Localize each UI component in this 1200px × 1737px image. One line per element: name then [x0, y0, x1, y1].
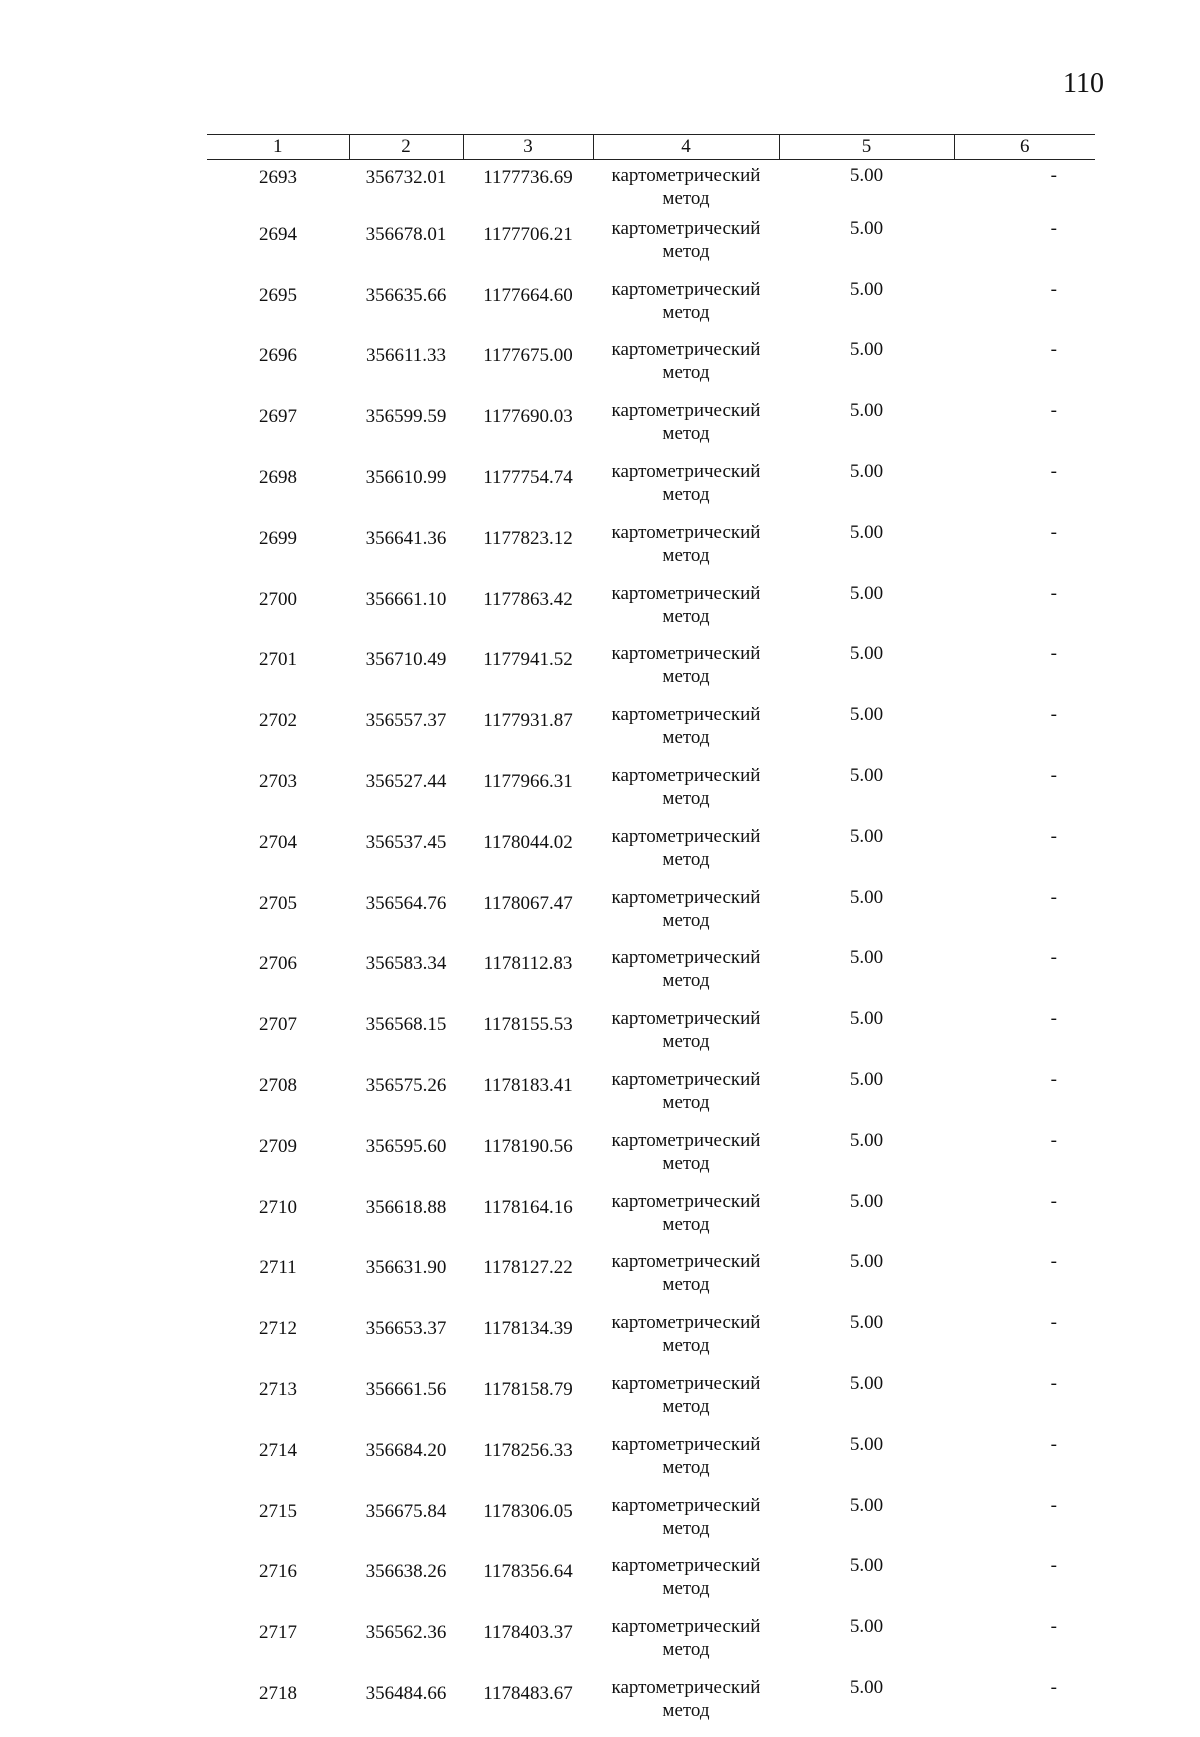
method-cell [593, 1190, 779, 1251]
x-coordinate-cell: 356635.66 [365, 284, 447, 306]
accuracy-cell: 5.00 [849, 704, 884, 726]
description-cell: - [1050, 1676, 1057, 1698]
description-cell: - [1050, 886, 1057, 908]
y-coordinate-cell: 1178044.02 [483, 831, 573, 853]
point-number-cell: 2703 [259, 770, 297, 792]
point-number-cell: 2705 [259, 892, 297, 914]
accuracy-cell: 5.00 [849, 1676, 884, 1698]
table-row [207, 521, 1095, 582]
method-line-2: метод [662, 605, 710, 627]
method-line-2: метод [662, 1091, 710, 1113]
method-line-1: картометрический [611, 764, 761, 786]
point-number-cell: 2699 [259, 527, 297, 549]
method-line-1: картометрический [611, 1494, 761, 1516]
header-row [207, 135, 1095, 160]
method-line-2: метод [662, 1274, 710, 1296]
method-line-2: метод [662, 1395, 710, 1417]
method-line-1: картометрический [611, 460, 761, 482]
coordinates-table-container [207, 134, 1095, 1737]
x-coordinate-cell: 356631.90 [365, 1257, 447, 1279]
y-coordinate-cell: 1178403.37 [483, 1622, 573, 1644]
x-coordinate-cell: 356710.49 [365, 649, 447, 671]
y-coordinate-cell: 1177863.42 [483, 588, 573, 610]
method-cell [593, 1615, 779, 1676]
method-cell [593, 582, 779, 643]
method-line-2: метод [662, 1639, 710, 1661]
description-cell: - [1050, 1555, 1057, 1577]
method-cell [593, 825, 779, 886]
method-cell [593, 642, 779, 703]
x-coordinate-cell: 356537.45 [365, 831, 447, 853]
accuracy-cell: 5.00 [849, 165, 884, 186]
table-row [207, 886, 1095, 947]
method-line-1: картометрический [611, 1008, 761, 1030]
description-cell: - [1050, 1008, 1057, 1030]
x-coordinate-cell: 356675.84 [365, 1500, 447, 1522]
accuracy-cell: 5.00 [849, 947, 884, 969]
accuracy-cell: 5.00 [849, 521, 884, 543]
method-line-1: картометрический [611, 1312, 761, 1334]
accuracy-cell: 5.00 [849, 764, 884, 786]
method-line-2: метод [662, 1699, 710, 1721]
method-line-1: картометрический [611, 217, 761, 239]
point-number-cell: 2718 [259, 1682, 297, 1704]
method-cell [593, 1676, 779, 1737]
x-coordinate-cell: 356484.66 [365, 1682, 447, 1704]
table-row [207, 460, 1095, 521]
method-cell [593, 338, 779, 399]
description-cell: - [1050, 278, 1057, 300]
table-row [207, 338, 1095, 399]
x-coordinate-cell: 356678.01 [365, 223, 447, 245]
x-coordinate-cell: 356568.15 [365, 1014, 447, 1036]
method-cell [593, 886, 779, 947]
table-row [207, 1068, 1095, 1129]
y-coordinate-cell: 1178127.22 [483, 1257, 573, 1279]
y-coordinate-cell: 1177754.74 [483, 466, 573, 488]
method-line-1: картометрический [611, 1555, 761, 1577]
accuracy-cell: 5.00 [849, 1312, 884, 1334]
y-coordinate-cell: 1178306.05 [483, 1500, 573, 1522]
method-line-2: метод [662, 1031, 710, 1053]
description-cell: - [1050, 1251, 1057, 1273]
accuracy-cell: 5.00 [849, 643, 884, 665]
y-coordinate-cell: 1177736.69 [483, 167, 573, 188]
coordinates-table [207, 134, 1095, 1737]
y-coordinate-cell: 1178067.47 [483, 892, 573, 914]
point-number-cell: 2693 [259, 167, 297, 188]
method-line-1: картометрический [611, 1433, 761, 1455]
x-coordinate-cell: 356661.56 [365, 1378, 447, 1400]
table-row [207, 764, 1095, 825]
table-row [207, 825, 1095, 886]
y-coordinate-cell: 1178256.33 [483, 1439, 573, 1461]
method-line-2: метод [662, 544, 710, 566]
method-line-1: картометрический [611, 1129, 761, 1151]
point-number-cell: 2708 [259, 1074, 297, 1096]
x-coordinate-cell: 356611.33 [365, 345, 447, 367]
table-row [207, 1433, 1095, 1494]
column-header-6: 6 [954, 135, 1095, 160]
method-line-1: картометрический [611, 704, 761, 726]
method-cell [593, 1007, 779, 1068]
method-cell [593, 217, 779, 278]
x-coordinate-cell: 356583.34 [365, 953, 447, 975]
x-coordinate-cell: 356732.01 [365, 167, 447, 188]
method-cell [593, 764, 779, 825]
table-row [207, 399, 1095, 460]
description-cell: - [1050, 1190, 1057, 1212]
description-cell: - [1050, 217, 1057, 239]
point-number-cell: 2694 [259, 223, 297, 245]
description-cell: - [1050, 339, 1057, 361]
point-number-cell: 2706 [259, 953, 297, 975]
table-row [207, 160, 1095, 217]
point-number-cell: 2715 [259, 1500, 297, 1522]
table-row [207, 1676, 1095, 1737]
x-coordinate-cell: 356575.26 [365, 1074, 447, 1096]
description-cell: - [1050, 825, 1057, 847]
point-number-cell: 2696 [259, 345, 297, 367]
accuracy-cell: 5.00 [849, 339, 884, 361]
method-cell [593, 1554, 779, 1615]
column-header-4: 4 [593, 135, 779, 160]
point-number-cell: 2697 [259, 406, 297, 428]
method-line-2: метод [662, 787, 710, 809]
y-coordinate-cell: 1177941.52 [483, 649, 573, 671]
method-cell [593, 460, 779, 521]
method-line-2: метод [662, 666, 710, 688]
description-cell: - [1050, 1494, 1057, 1516]
method-line-1: картометрический [611, 582, 761, 604]
table-row [207, 582, 1095, 643]
point-number-cell: 2712 [259, 1318, 297, 1340]
table-row [207, 1190, 1095, 1251]
page-number: 110 [1063, 68, 1104, 99]
accuracy-cell: 5.00 [849, 1190, 884, 1212]
description-cell: - [1050, 1372, 1057, 1394]
x-coordinate-cell: 356527.44 [365, 770, 447, 792]
method-line-2: метод [662, 1213, 710, 1235]
method-cell [593, 399, 779, 460]
method-line-1: картометрический [611, 1190, 761, 1212]
method-line-2: метод [662, 362, 710, 384]
accuracy-cell: 5.00 [849, 278, 884, 300]
table-row [207, 1494, 1095, 1555]
y-coordinate-cell: 1177690.03 [483, 406, 573, 428]
point-number-cell: 2711 [259, 1257, 297, 1279]
x-coordinate-cell: 356599.59 [365, 406, 447, 428]
method-line-1: картометрический [611, 643, 761, 665]
table-body [207, 160, 1095, 1737]
description-cell: - [1050, 400, 1057, 422]
x-coordinate-cell: 356595.60 [365, 1135, 447, 1157]
point-number-cell: 2709 [259, 1135, 297, 1157]
method-line-1: картометрический [611, 1616, 761, 1638]
table-row [207, 703, 1095, 764]
x-coordinate-cell: 356618.88 [365, 1196, 447, 1218]
point-number-cell: 2701 [259, 649, 297, 671]
method-line-1: картометрический [611, 1068, 761, 1090]
description-cell: - [1050, 1616, 1057, 1638]
method-line-2: метод [662, 483, 710, 505]
method-cell [593, 1129, 779, 1190]
accuracy-cell: 5.00 [849, 582, 884, 604]
description-cell: - [1050, 1068, 1057, 1090]
method-line-2: метод [662, 909, 710, 931]
point-number-cell: 2717 [259, 1622, 297, 1644]
method-cell [593, 521, 779, 582]
y-coordinate-cell: 1177706.21 [483, 223, 573, 245]
method-cell [593, 1068, 779, 1129]
y-coordinate-cell: 1178164.16 [483, 1196, 573, 1218]
method-line-1: картометрический [611, 1372, 761, 1394]
accuracy-cell: 5.00 [849, 1008, 884, 1030]
method-cell [593, 278, 779, 339]
y-coordinate-cell: 1177675.00 [483, 345, 573, 367]
table-row [207, 278, 1095, 339]
method-line-1: картометрический [611, 1251, 761, 1273]
column-header-2: 2 [349, 135, 463, 160]
y-coordinate-cell: 1177664.60 [483, 284, 573, 306]
table-row [207, 1554, 1095, 1615]
y-coordinate-cell: 1178134.39 [483, 1318, 573, 1340]
method-line-1: картометрический [611, 947, 761, 969]
y-coordinate-cell: 1178183.41 [483, 1074, 573, 1096]
table-header [207, 135, 1095, 160]
table-row [207, 1007, 1095, 1068]
point-number-cell: 2700 [259, 588, 297, 610]
point-number-cell: 2704 [259, 831, 297, 853]
accuracy-cell: 5.00 [849, 400, 884, 422]
table-row [207, 642, 1095, 703]
point-number-cell: 2702 [259, 710, 297, 732]
method-cell [593, 1250, 779, 1311]
y-coordinate-cell: 1178155.53 [483, 1014, 573, 1036]
method-line-1: картометрический [611, 400, 761, 422]
table-row [207, 1615, 1095, 1676]
accuracy-cell: 5.00 [849, 1616, 884, 1638]
table-row [207, 1311, 1095, 1372]
x-coordinate-cell: 356684.20 [365, 1439, 447, 1461]
accuracy-cell: 5.00 [849, 1555, 884, 1577]
y-coordinate-cell: 1178112.83 [483, 953, 573, 975]
y-coordinate-cell: 1177823.12 [483, 527, 573, 549]
y-coordinate-cell: 1178190.56 [483, 1135, 573, 1157]
method-line-1: картометрический [611, 165, 761, 186]
method-cell [593, 703, 779, 764]
table-row [207, 1250, 1095, 1311]
y-coordinate-cell: 1178483.67 [483, 1682, 573, 1704]
method-line-1: картометрический [611, 521, 761, 543]
method-cell [593, 1311, 779, 1372]
y-coordinate-cell: 1178158.79 [483, 1378, 573, 1400]
method-line-2: метод [662, 240, 710, 262]
accuracy-cell: 5.00 [849, 825, 884, 847]
method-line-2: метод [662, 1152, 710, 1174]
method-line-2: метод [662, 970, 710, 992]
accuracy-cell: 5.00 [849, 1372, 884, 1394]
description-cell: - [1050, 521, 1057, 543]
method-cell [593, 946, 779, 1007]
description-cell: - [1050, 1129, 1057, 1151]
method-line-1: картометрический [611, 278, 761, 300]
description-cell: - [1050, 582, 1057, 604]
description-cell: - [1050, 764, 1057, 786]
column-header-5: 5 [779, 135, 954, 160]
column-header-3: 3 [463, 135, 593, 160]
x-coordinate-cell: 356562.36 [365, 1622, 447, 1644]
method-line-1: картометрический [611, 886, 761, 908]
x-coordinate-cell: 356610.99 [365, 466, 447, 488]
y-coordinate-cell: 1177966.31 [483, 770, 573, 792]
table-row [207, 217, 1095, 278]
description-cell: - [1050, 165, 1057, 186]
accuracy-cell: 5.00 [849, 460, 884, 482]
x-coordinate-cell: 356641.36 [365, 527, 447, 549]
point-number-cell: 2710 [259, 1196, 297, 1218]
method-line-1: картометрический [611, 825, 761, 847]
description-cell: - [1050, 704, 1057, 726]
method-line-1: картометрический [611, 339, 761, 361]
description-cell: - [1050, 1433, 1057, 1455]
method-line-2: метод [662, 301, 710, 323]
x-coordinate-cell: 356557.37 [365, 710, 447, 732]
table-row [207, 946, 1095, 1007]
method-line-2: метод [662, 423, 710, 445]
description-cell: - [1050, 947, 1057, 969]
accuracy-cell: 5.00 [849, 886, 884, 908]
method-line-2: метод [662, 848, 710, 870]
method-line-1: картометрический [611, 1676, 761, 1698]
accuracy-cell: 5.00 [849, 1129, 884, 1151]
method-line-2: метод [662, 1335, 710, 1357]
description-cell: - [1050, 460, 1057, 482]
x-coordinate-cell: 356564.76 [365, 892, 447, 914]
method-line-2: метод [662, 1517, 710, 1539]
y-coordinate-cell: 1177931.87 [483, 710, 573, 732]
table-row [207, 1129, 1095, 1190]
point-number-cell: 2713 [259, 1378, 297, 1400]
column-header-1: 1 [207, 135, 349, 160]
x-coordinate-cell: 356653.37 [365, 1318, 447, 1340]
method-cell [593, 1372, 779, 1433]
accuracy-cell: 5.00 [849, 1433, 884, 1455]
method-line-2: метод [662, 188, 710, 209]
description-cell: - [1050, 643, 1057, 665]
accuracy-cell: 5.00 [849, 217, 884, 239]
y-coordinate-cell: 1178356.64 [483, 1561, 573, 1583]
method-cell [593, 1494, 779, 1555]
accuracy-cell: 5.00 [849, 1068, 884, 1090]
method-cell [593, 1433, 779, 1494]
description-cell: - [1050, 1312, 1057, 1334]
point-number-cell: 2714 [259, 1439, 297, 1461]
method-cell [593, 160, 779, 217]
method-line-2: метод [662, 727, 710, 749]
point-number-cell: 2716 [259, 1561, 297, 1583]
x-coordinate-cell: 356661.10 [365, 588, 447, 610]
point-number-cell: 2707 [259, 1014, 297, 1036]
accuracy-cell: 5.00 [849, 1251, 884, 1273]
method-line-2: метод [662, 1456, 710, 1478]
x-coordinate-cell: 356638.26 [365, 1561, 447, 1583]
point-number-cell: 2698 [259, 466, 297, 488]
accuracy-cell: 5.00 [849, 1494, 884, 1516]
method-line-2: метод [662, 1578, 710, 1600]
table-row [207, 1372, 1095, 1433]
point-number-cell: 2695 [259, 284, 297, 306]
